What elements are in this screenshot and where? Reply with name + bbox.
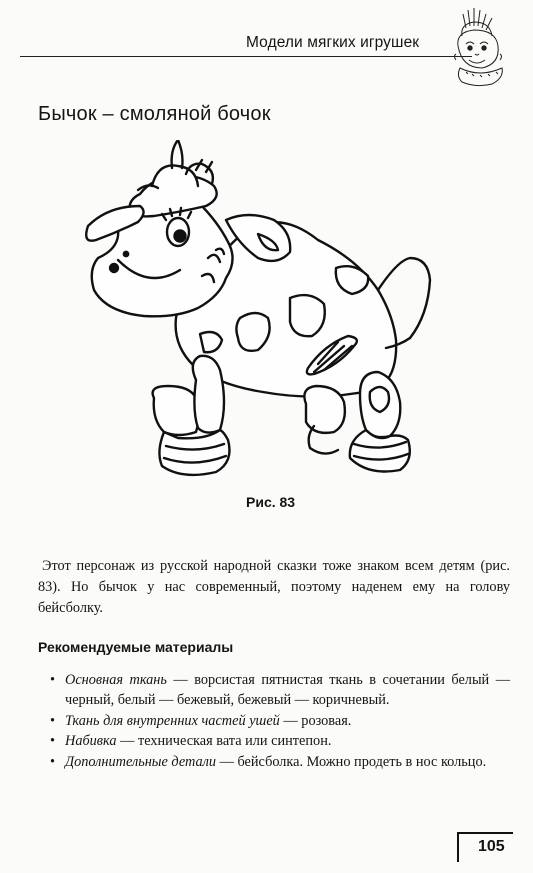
running-header-title: Модели мягких игрушек: [246, 34, 420, 51]
materials-list-item: [50, 752, 510, 772]
material-term: Основная ткань: [65, 672, 167, 688]
material-description: — бейсболка. Можно продеть в нос кольцо.: [216, 753, 487, 770]
header-rule: [20, 56, 472, 57]
material-description: — техническая вата или синтепон.: [116, 733, 332, 750]
materials-list-item: [50, 711, 510, 731]
intro-paragraph: Этот персонаж из русской народной сказки тоже знаком всем детям (рис. 83). Но бычок у нас современный, поэтому наденем ему на голову бейсболку.: [38, 558, 510, 616]
doll-head-mascot-icon: [452, 6, 512, 88]
materials-list: [50, 670, 510, 772]
page-number: 105: [478, 838, 505, 855]
material-term: Набивка: [65, 733, 117, 750]
materials-heading: Рекомендуемые материалы: [38, 639, 234, 655]
section-title: Бычок – смоляной бочок: [38, 103, 271, 125]
material-term: Ткань для внутренних частей ушей: [65, 712, 280, 729]
materials-list-item: [50, 670, 510, 711]
bull-toy-illustration: [78, 140, 448, 485]
material-description: — розовая.: [279, 712, 352, 729]
material-description: — ворсистая пятнистая ткань в сочетании белый — черный, белый — бежевый, бежевый — коричневый.: [65, 672, 510, 709]
material-term: Дополнительные детали: [65, 753, 217, 770]
figure-caption: Рис. 83: [246, 494, 296, 510]
materials-list-item: [50, 731, 510, 751]
